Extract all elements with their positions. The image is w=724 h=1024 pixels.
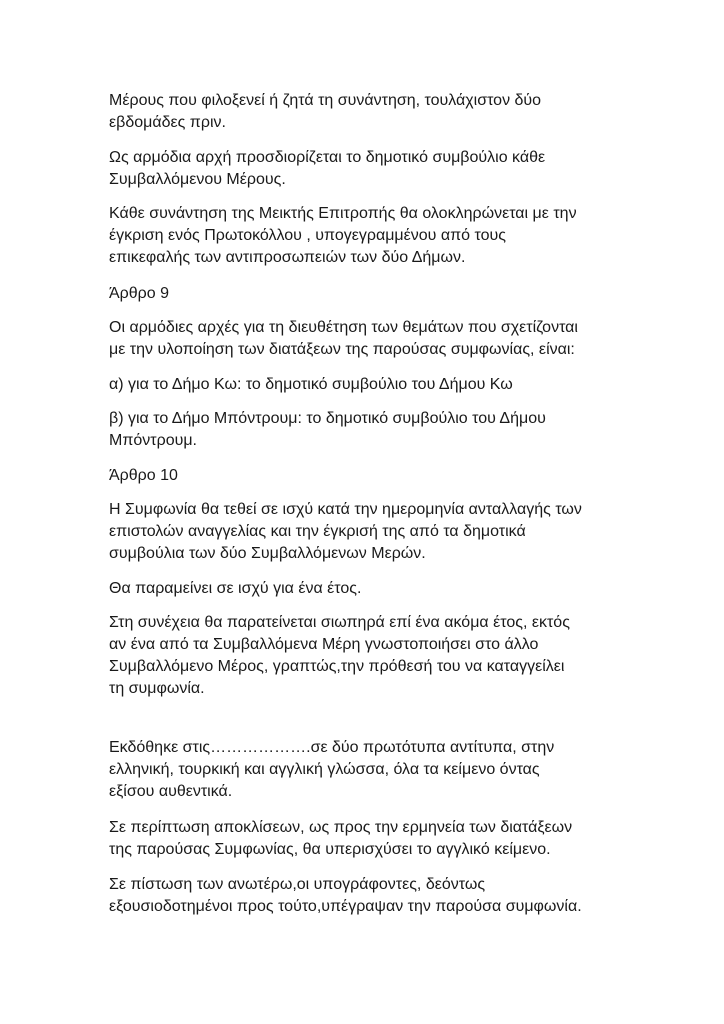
text-line: επικεφαλής των αντιπροσωπειών των δύο Δήμων. [109, 249, 466, 266]
text-line: Μπόντρουμ. [109, 432, 197, 449]
paragraph [109, 578, 629, 600]
text-line: εξίσου αυθεντικά. [109, 783, 233, 800]
text-line: συμβούλια των δύο Συμβαλλόμενων Μερών. [109, 545, 426, 562]
paragraph [109, 90, 629, 134]
text-line: Θα παραμείνει σε ισχύ για ένα έτος. [109, 580, 362, 597]
text-line: εβδομάδες πριν. [109, 114, 226, 131]
text-line: με την υλοποίηση των διατάξεων της παρούσας συμφωνίας, είναι: [109, 341, 575, 358]
text-line: Άρθρο 9 [109, 285, 170, 302]
text-line: ελληνική, τουρκική και αγγλική γλώσσα, όλα τα κείμενο όντας [109, 761, 540, 778]
text-line: αν ένα από τα Συμβαλλόμενα Μέρη γνωστοποιήσει στο άλλο [109, 636, 539, 653]
text-line: Η Συμφωνία θα τεθεί σε ισχύ κατά την ημερομηνία ανταλλαγής των [109, 501, 582, 518]
paragraph [109, 147, 629, 191]
paragraph [109, 817, 629, 861]
paragraph [109, 499, 629, 565]
text-line: της παρούσας Συμφωνίας, θα υπερισχύσει το αγγλικό κείμενο. [109, 841, 551, 858]
text-line: τη συμφωνία. [109, 680, 205, 697]
text-line: Ως αρμόδια αρχή προσδιορίζεται το δημοτικό συμβούλιο κάθε [109, 149, 546, 166]
paragraph [109, 408, 629, 452]
article-heading [109, 465, 629, 487]
text-line: Σε πίστωση των ανωτέρω,οι υπογράφοντες, δεόντως [109, 876, 486, 893]
paragraph [109, 737, 629, 803]
paragraph [109, 874, 629, 918]
text-line: Μέρους που φιλοξενεί ή ζητά τη συνάντηση, τουλάχιστον δύο [109, 92, 542, 109]
text-line: Εκδόθηκε στις……………….σε δύο πρωτότυπα αντίτυπα, στην [109, 739, 555, 756]
paragraph [109, 612, 629, 700]
text-line: Συμβαλλόμενο Μέρος, γραπτώς,την πρόθεσή του να καταγγείλει [109, 658, 565, 675]
text-line: Οι αρμόδιες αρχές για τη διευθέτηση των θεμάτων που σχετίζονται [109, 319, 578, 336]
article-heading [109, 283, 629, 305]
paragraph [109, 203, 629, 269]
text-line: Άρθρο 10 [109, 467, 178, 484]
text-line: Σε περίπτωση αποκλίσεων, ως προς την ερμηνεία των διατάξεων [109, 819, 573, 836]
paragraph [109, 374, 629, 396]
text-line: α) για το Δήμο Κω: το δημοτικό συμβούλιο του Δήμου Κω [109, 376, 513, 393]
text-line: Συμβαλλόμενου Μέρους. [109, 171, 286, 188]
text-line: Στη συνέχεια θα παρατείνεται σιωπηρά επί ένα ακόμα έτος, εκτός [109, 614, 570, 631]
text-line: β) για το Δήμο Μπόντρουμ: το δημοτικό συμβούλιο του Δήμου [109, 410, 546, 427]
text-line: εξουσιοδοτημένοι προς τούτο,υπέγραψαν την παρούσα συμφωνία. [109, 898, 582, 915]
text-line: Κάθε συνάντηση της Μεικτής Επιτροπής θα ολοκληρώνεται με την [109, 205, 577, 222]
text-line: έγκριση ενός Πρωτοκόλλου , υπογεγραμμένου από τους [109, 227, 506, 244]
paragraph [109, 317, 629, 361]
text-line: επιστολών αναγγελίας και την έγκρισή της από τα δημοτικά [109, 523, 526, 540]
